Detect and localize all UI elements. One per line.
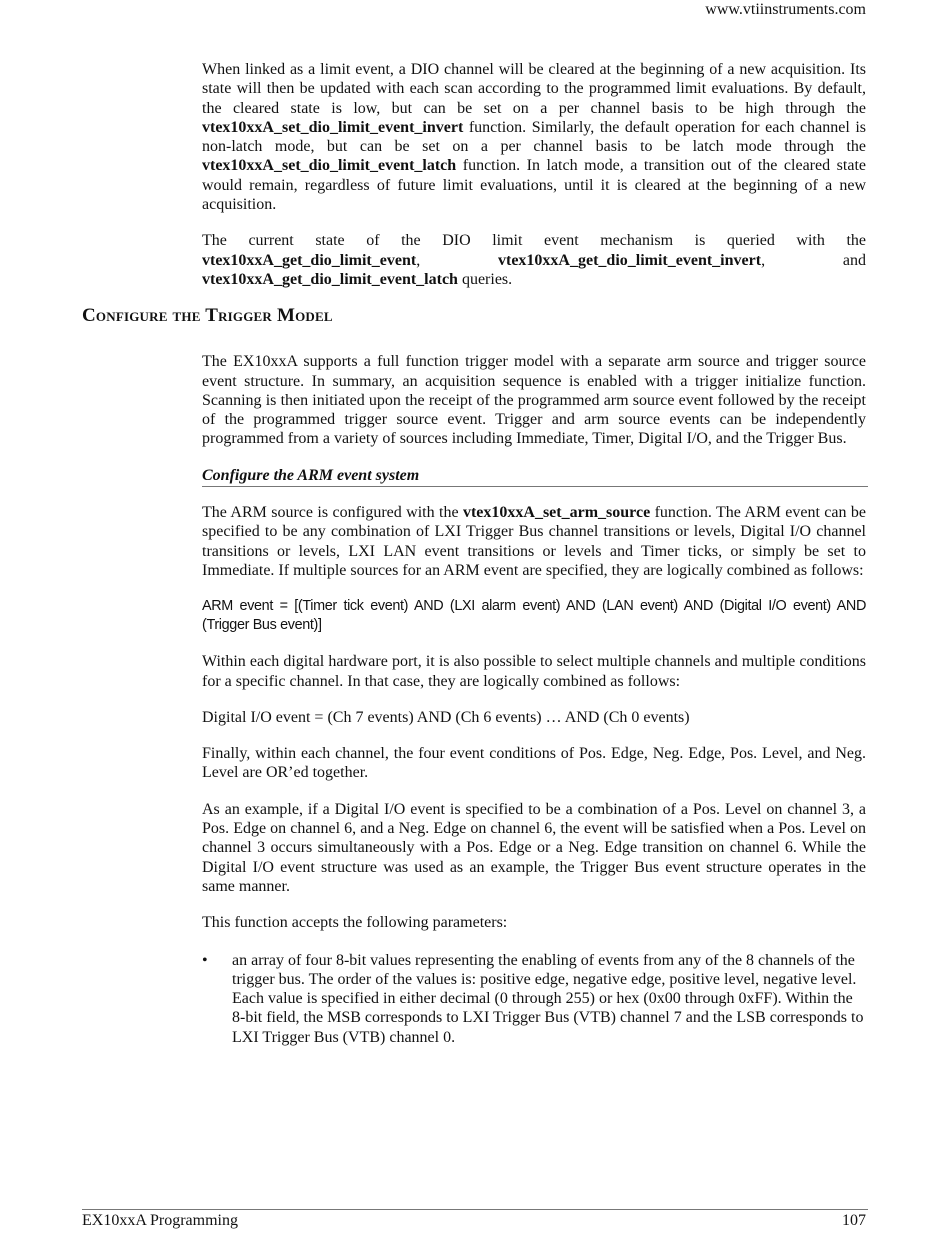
paragraph-parameters-intro: This function accepts the following parameters:	[202, 914, 508, 932]
text-line	[202, 270, 866, 289]
function-list-line	[202, 251, 866, 270]
function-name: vtex10xxA_get_dio_limit_event_latch	[202, 270, 458, 288]
paragraph-limit-event	[202, 60, 866, 214]
paragraph-arm-source	[202, 503, 866, 580]
text: When linked as a limit event, a DIO channel will be cleared at the beginning of a new acquisition. Its state will then be updated with each scan according to the programmed limit evaluations. By default, the cleared state is low, but can be set on a per channel basis to be high through the	[202, 61, 866, 117]
function-name: vtex10xxA_set_arm_source	[462, 504, 651, 522]
function-entry	[498, 251, 765, 270]
footer-title: EX10xxA Programming	[82, 1212, 238, 1229]
function-name: vtex10xxA_set_dio_limit_event_invert	[202, 118, 464, 136]
text: function. Similarly, the default operation for each channel is non-latch mode, but can be set on a per channel basis to be latch mode through the	[202, 118, 866, 156]
page-body	[202, 60, 866, 1047]
text: The ARM source is configured with the	[202, 504, 463, 522]
function-name: vtex10xxA_get_dio_limit_event	[202, 251, 417, 269]
function-entry	[202, 251, 420, 270]
paragraph-digital-port: Within each digital hardware port, it is also possible to select multiple channels and multiple conditions for a specific channel. In that case, they are logically combined as follows:	[202, 653, 866, 690]
subsection-heading: Configure the ARM event system	[202, 466, 868, 487]
comma: ,	[761, 251, 766, 269]
header-url: www.vtiinstruments.com	[705, 1, 866, 18]
list-item-text: an array of four 8-bit values representing the enabling of events from any of the 8 channels of the trigger bus. The order of the values is: positive edge, negative edge, positive level, negative level. Each value is specified in either decimal (0 through 255) or hex (0x00 through 0xFF). Within the 8-bit field, the MSB corresponds to LXI Trigger Bus (VTB) channel 7 and the LSB corresponds to LXI Trigger Bus (VTB) channel 0.	[232, 951, 864, 1046]
paragraph-query-functions	[202, 231, 866, 289]
comma: ,	[416, 251, 421, 269]
paragraph-trigger-model: The EX10xxA supports a full function trigger model with a separate arm source and trigger source event structure. In summary, an acquisition sequence is enabled with a trigger initialize function. Scanning is then initiated upon the receipt of the programmed arm source event followed by the receipt of the programmed trigger source event. Trigger and arm source events can be independently programmed from a variety of sources including Immediate, Timer, Digital I/O, and the Trigger Bus.	[202, 353, 866, 448]
section-heading: Configure the Trigger Model	[82, 305, 333, 326]
text: queries.	[457, 270, 513, 288]
digital-io-formula: Digital I/O event = (Ch 7 events) AND (Ch 6 events) … AND (Ch 0 events)	[202, 708, 690, 726]
list-item	[202, 951, 866, 1047]
text: function. In latch mode, a transition out of the cleared state would remain, regardless of future limit evaluations, until it is cleared at the beginning of a new acquisition.	[202, 157, 866, 214]
text: function. The ARM event can be specified to be any combination of LXI Trigger Bus channel transitions or levels, Digital I/O channel transitions or levels, LXI LAN event transitions or levels and Timer ticks, or simply be set to Immediate. If multiple sources for an ARM event are specified, they are logically combined as follows:	[202, 504, 867, 579]
parameter-list	[202, 951, 866, 1047]
text: The current state of the DIO limit event mechanism is queried with the	[202, 232, 866, 250]
arm-event-formula: ARM event = [(Timer tick event) AND (LXI alarm event) AND (LAN event) AND (Digital I/O event) AND (Trigger Bus event)]	[202, 598, 866, 634]
bullet-icon: •	[202, 951, 208, 969]
paragraph-example: As an example, if a Digital I/O event is specified to be a combination of a Pos. Level on channel 3, a Pos. Edge on channel 6, and a Neg. Edge on channel 6, the event will be satisfied when a Pos. Level on channel 3 occurs simultaneously with a Pos. Edge or a Neg. Edge transition on channel 6. While the Digital I/O event structure was used as an example, the Trigger Bus event structure operates in the same manner.	[202, 800, 866, 895]
function-name: vtex10xxA_get_dio_limit_event_invert	[498, 251, 762, 269]
footer-divider	[82, 1209, 868, 1210]
page-number: 107	[842, 1212, 866, 1229]
conjunction: and	[842, 251, 866, 269]
heading-spacer	[202, 306, 866, 352]
function-name: vtex10xxA_set_dio_limit_event_latch	[202, 157, 457, 175]
paragraph-event-conditions: Finally, within each channel, the four event conditions of Pos. Edge, Neg. Edge, Pos. Level, and Neg. Level are OR’ed together.	[202, 745, 866, 782]
